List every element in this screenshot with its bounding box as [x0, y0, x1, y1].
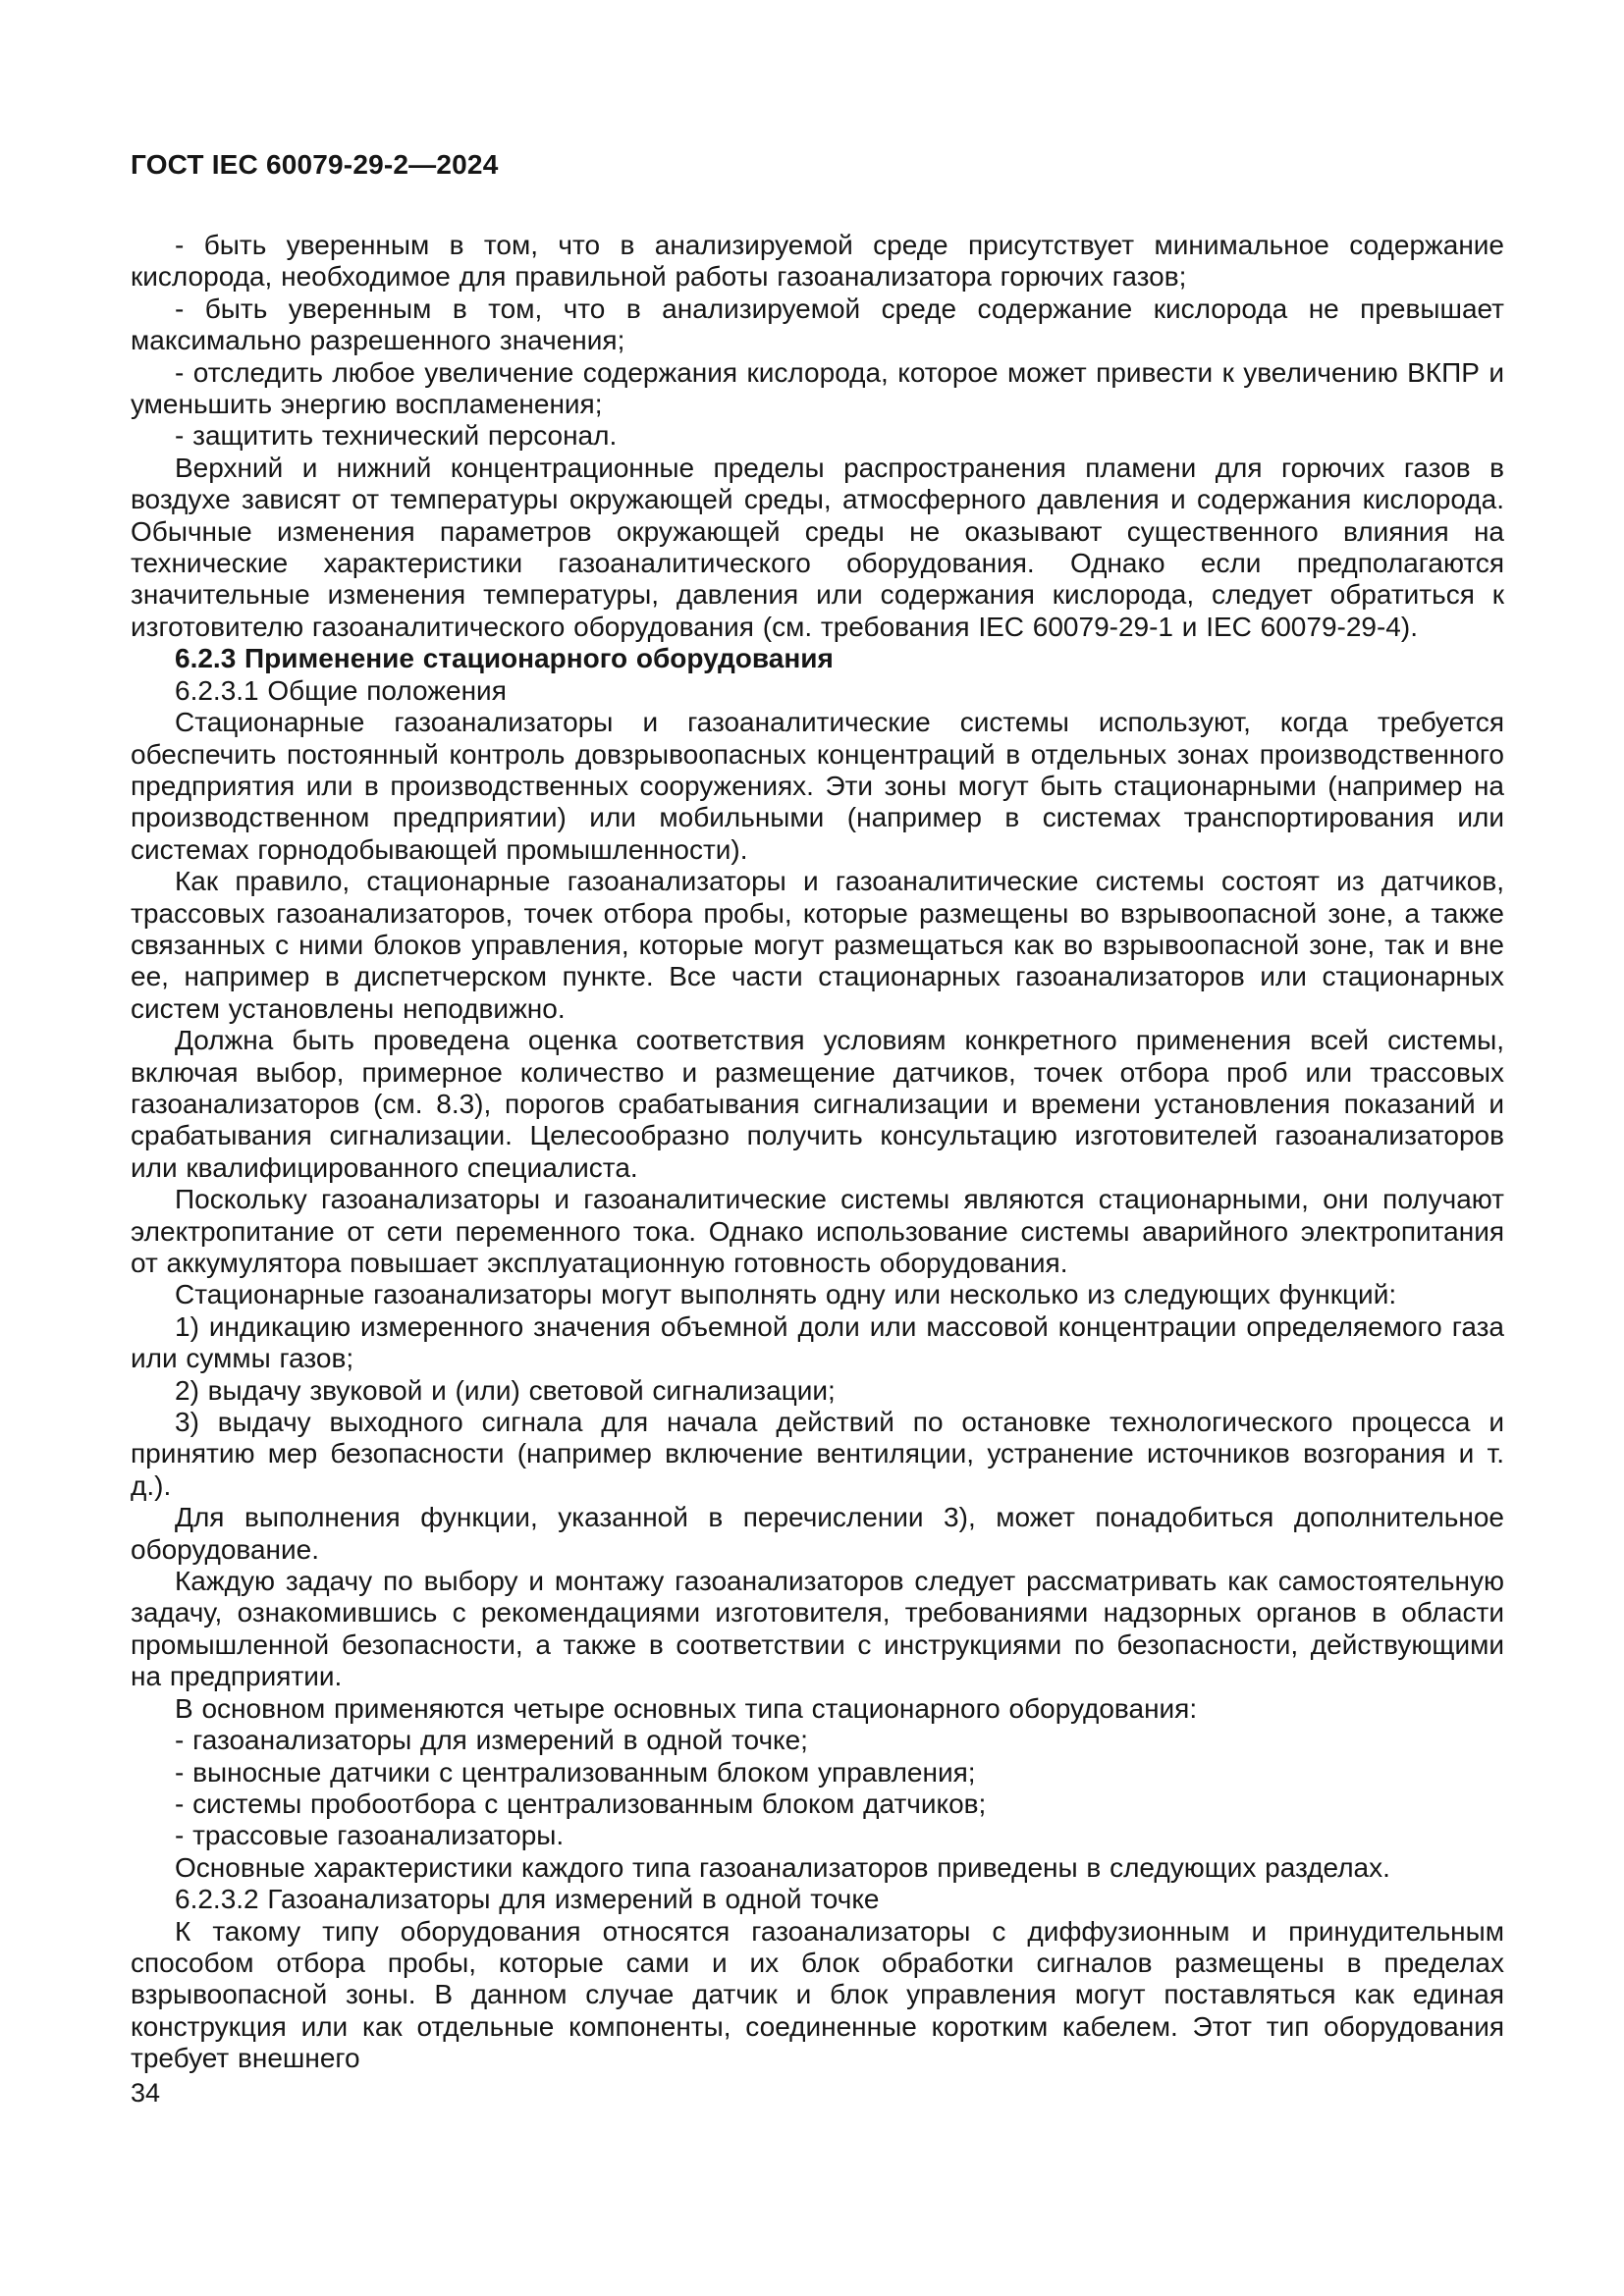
numbered-item-2: 2) выдачу звуковой и (или) световой сигнализации; [175, 1374, 836, 1406]
paragraph-system-composition: Как правило, стационарные газоанализаторы и газоаналитические системы состоят из датчиков, трассовых газоанализаторов, точек отбора пробы, которые размещены во взрывоопасной зоне, а также связанных с ними блоков управления, которые могут размещаться как во взрывоопасной зоне, так и вне ее, например в диспетчерском пункте. Все части стационарных газоанализаторов или стационарных систем установлены неподвижно. [131, 866, 1504, 1024]
paragraph-four-types-intro: В основном применяются четыре основных типа стационарного оборудования: [175, 1692, 1198, 1724]
paragraph-power-supply: Поскольку газоанализаторы и газоаналитические системы являются стационарными, они получают электропитание от сети переменного тока. Однако использование системы аварийного электропитания от аккумулятора повышает эксплуатационную готовность оборудования. [131, 1184, 1504, 1278]
paragraph-functions-intro: Стационарные газоанализаторы могут выполнять одну или несколько из следующих функций: [175, 1279, 1397, 1310]
paragraph-diffusion-type: К такому типу оборудования относятся газоанализаторы с диффузионным и принудительным способом отбора пробы, которые сами и их блок обработки сигналов размещены в пределах взрывоопасной зоны. В данном случае датчик и блок управления могут поставляться как единая конструкция или как отдельные компоненты, соединенные коротким кабелем. Этот тип оборудования требует внешнего [131, 1915, 1504, 2074]
dash-item-oxygen-increase: - отследить любое увеличение содержания кислорода, которое может привести к увеличению ВКПР и уменьшить энергию воспламенения; [131, 356, 1504, 420]
dash-item-oxygen-min: - быть уверенным в том, что в анализируемой среде присутствует минимальное содержание кислорода, необходимое для правильной работы газоанализатора горючих газов; [131, 230, 1504, 293]
numbered-item-1: 1) индикацию измеренного значения объемной доли или массовой концентрации определяемого газа или суммы газов; [131, 1310, 1504, 1374]
numbered-item-3: 3) выдачу выходного сигнала для начала действий по остановке технологического процесса и принятию мер безопасности (например включение вентиляции, устранение источников возгорания и т. д.). [131, 1407, 1504, 1501]
dash-item-remote-sensors: - выносные датчики с централизованным блоком управления; [175, 1756, 976, 1788]
dash-item-oxygen-max: - быть уверенным в том, что в анализируемой среде содержание кислорода не превышает максимально разрешенного значения; [131, 293, 1504, 356]
dash-item-open-path: - трассовые газоанализаторы. [175, 1820, 565, 1851]
paragraph-flame-limits: Верхний и нижний концентрационные пределы распространения пламени для горючих газов в воздухе зависят от температуры окружающей среды, атмосферного давления и содержания кислорода. Обычные изменения параметров окружающей среды не оказывают существенного влияния на технические характеристики газоаналитического оборудования. Однако если предполагаются значительные изменения температуры, давления или содержания кислорода, следует обратиться к изготовителю газоаналитического оборудования (см. требования IEC 60079-29-1 и IEC 60079-29-4). [131, 452, 1504, 642]
subsection-heading-6-2-3-1: 6.2.3.1 Общие положения [175, 674, 507, 706]
dash-item-sampling-systems: - системы пробоотбора с централизованным блоком датчиков; [175, 1788, 987, 1819]
paragraph-stationary-use: Стационарные газоанализаторы и газоаналитические системы используют, когда требуется обеспечить постоянный контроль довзрывоопасных концентраций в отдельных зонах производственного предприятия или в производственных сооружениях. Эти зоны могут быть стационарными (например на производственном предприятии) или мобильными (например в системах транспортирования или системах горнодобывающей промышленности). [131, 707, 1504, 865]
paragraph-characteristics-note: Основные характеристики каждого типа газоанализаторов приведены в следующих разделах. [175, 1851, 1390, 1883]
paragraph-conformity-assessment: Должна быть проведена оценка соответствия условиям конкретного применения всей системы, включая выбор, примерное количество и размещение датчиков, точек отбора проб или трассовых газоанализаторов (см. 8.3), порогов срабатывания сигнализации и времени установления показаний и срабатывания сигнализации. Целесообразно получить консультацию изготовителей газоанализаторов или квалифицированного специалиста. [131, 1025, 1504, 1183]
section-heading-6-2-3: 6.2.3 Применение стационарного оборудования [175, 643, 834, 674]
page-number: 34 [131, 2078, 161, 2108]
paragraph-selection-installation: Каждую задачу по выбору и монтажу газоанализаторов следует рассматривать как самостоятельную задачу, ознакомившись с рекомендациями изготовителя, требованиями надзорных органов в области промышленной безопасности, а также в соответствии с инструкциями по безопасности, действующими на предприятии. [131, 1566, 1504, 1692]
subsection-heading-6-2-3-2: 6.2.3.2 Газоанализаторы для измерений в одной точке [175, 1884, 880, 1915]
paragraph-additional-equipment: Для выполнения функции, указанной в перечислении 3), может понадобиться дополнительное оборудование. [131, 1502, 1504, 1565]
document-header: ГОСТ IEC 60079-29-2—2024 [131, 149, 499, 180]
dash-item-protect-personnel: - защитить технический персонал. [175, 420, 618, 452]
dash-item-single-point: - газоанализаторы для измерений в одной точке; [175, 1725, 808, 1756]
